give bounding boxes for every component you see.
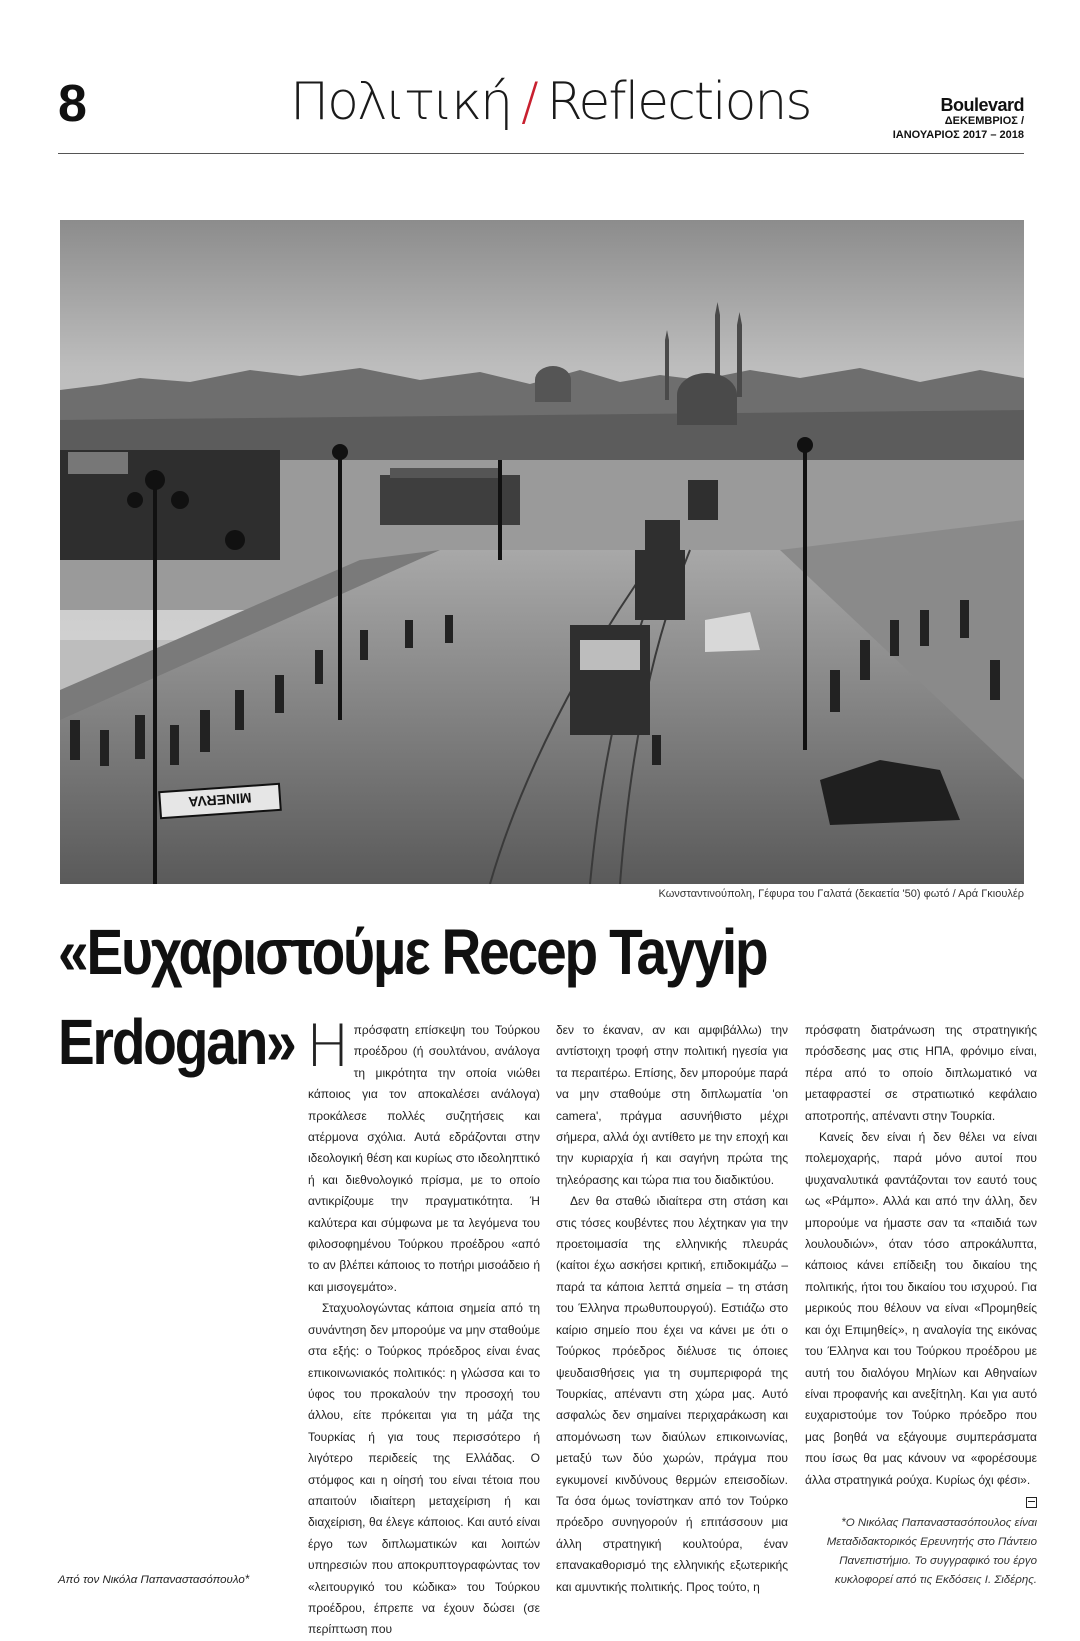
column-1-paragraph-2: Σταχυολογώντας κάποια σημεία από τη συνάντηση δεν μπορούμε να μην σταθούμε στα εξής: ο Τούρκος πρόεδρος είναι ένας επικοινωνιακός πολιτικός: η γλώσσα και το ύφος του προκαλούν την προσοχή του άλλου, είτε πρόκειται για τη μάζα της Τουρκίας ή για τους περισσότερο ή λιγότερο περιδεείς της Ελλάδας. Ο στόμφος και η οίησή του είναι τέτοια που απαιτούν ιδιαίτερη μεταχείριση ή και διαχείριση, θα έλεγε κάποιος. Και αυτό είναι έργο των διπλωματικών και λοιπών υπηρεσιών που αποκρυπτογραφώντας τον «λειτουργικό του κώδικα» του Τούρκου προέδρου, έπρεπε να έχουν δώσει (σε περίπτωση που	[308, 1301, 540, 1637]
photo-sign-text: MINERVA	[187, 789, 253, 811]
photo-mosque-left	[535, 366, 571, 402]
headline-line1: «Ευχαριστούμε Recep Tayyip	[58, 916, 767, 988]
byline: Από τον Νικόλα Παπαναστασόπουλο*	[58, 1574, 250, 1586]
section-title-english: Reflections	[546, 72, 811, 132]
column-2-paragraph-2: Δεν θα σταθώ ιδιαίτερα στη στάση και στις τόσες κουβέντες που λέχτηκαν για την προετοιμασία της ελληνικής πλευράς (καίτοι έχω ασκήσει κριτική, επιδοκιμάζω –παρά τα κάποια λεπτά σημεία – τη στάση του Έλληνα πρωθυπουργού). Εστιάζω στο καίριο σημείο που έχει να κάνει με ότι ο Τούρκος πρόεδρος διέλυσε τις όποιες ψευδαισθήσεις για τη συμπεριφορά της Τουρκίας, απέναντι στη χώρα μας. Αυτό ασφαλώς δεν σημαίνει περιχαράκωση και απομόνωση των διαύλων επικοινωνίας, μεταξύ των δύο χωρών, πράγμα που εγκυμονεί κινδύνους θερμών επεισοδίων. Τα όσα όμως τονίστηκαν από τον Τούρκο πρόεδρο συνηγορούν ή επιτάσσουν μια άλλη στρατηγική κουλτούρα, έναν επανακαθορισμό της ελληνικής εξωτερικής και αμυντικής πολιτικής. Προς τούτο, η	[556, 1194, 788, 1594]
column-3-paragraph-1: πρόσφατη διατράνωση της στρατηγικής πρόσδεσης μας στις ΗΠΑ, φρόνιμο είναι, πέρα από το οποίο διπλωματικό να μεταφραστεί σε στρατιωτικό κεφάλαιο αποτροπής, απέναντι στην Τουρκία.	[805, 1023, 1037, 1123]
column-2-paragraph-1: δεν το έκαναν, αν και αμφιβάλλω) την αντίστοιχη τροφή στην πολιτική ηγεσία για τα περαιτέρω. Επίσης, δεν μπορούμε παρά να μην σταθούμε στη διπλωματία 'on camera', πράγμα ασυνήθιστο μέχρι σήμερα, αλλά όχι αντίθετο με την εποχή και την κυριαρχία ή και σαγήνη πρώτα της τηλεόρασης και τώρα πια του διαδικτύου.	[556, 1023, 788, 1187]
article-column-1	[306, 1012, 540, 1641]
masthead-date-line2: ΙΑΝΟΥΑΡΙΟΣ 2017 – 2018	[892, 129, 1024, 141]
masthead-brand: Boulevard	[940, 95, 1024, 115]
page-number: 8	[58, 75, 86, 133]
section-title-greek: Πολιτική	[290, 72, 512, 132]
author-note: *Ο Νικόλας Παπαναστασόπουλος είναι Μεταδιδακτορικός Ερευνητής στο Πάντειο Πανεπιστήμιο. Το συγγραφικό του έργο κυκλοφορεί από τις Εκδόσεις Ι. Σιδέρης.	[826, 1517, 1037, 1586]
article-photo	[60, 220, 1024, 884]
masthead	[893, 96, 1024, 142]
photo-pier-sign	[68, 452, 128, 474]
article-column-3	[805, 1020, 1037, 1508]
column-1-paragraph-1	[306, 1012, 540, 1298]
column-1-paragraph-1-text: πρόσφατη επίσκεψη του Τούρκου προέδρου (ή σουλτάνου, ανάλογα τη μικρότητα την οποία νιώθει κάποιος για τον αποκαλέσει ανάλογα) προκάλεσε πολλές συζητήσεις και ατέρμονα σχόλια. Αυτά εδράζονται στην ιδεολογική θέση και κυρίως στο ιδεοληπτικό ή και διεθνολογικό πρίσμα, με το οποίο αντικρίζουμε την πραγματικότητα. Ή καλύτερα και σύμφωνα με τα λεγόμενα του φιλοσοφημένου Τούρκου προέδρου «από το αν βλέπει κάποιος το ποτήρι μισοάδειο ή και μισογεμάτο».	[308, 1023, 540, 1294]
masthead-date-line1: ΔΕΚΕΜΒΡΙΟΣ /	[944, 115, 1024, 127]
headline-line2: Erdogan»	[58, 1006, 295, 1078]
column-3-paragraph-2	[805, 1127, 1037, 1491]
photo-caption: Κωνσταντινούπολη, Γέφυρα του Γαλατά (δεκαετία '50) φωτό / Αρά Γκιουλέρ	[658, 888, 1024, 900]
article-column-2	[556, 1020, 788, 1598]
header-rule	[58, 153, 1024, 154]
end-of-article-icon	[1026, 1497, 1037, 1508]
column-3-paragraph-2-text: Κανείς δεν είναι ή δεν θέλει να είναι πολεμοχαρής, παρά μόνο αυτοί που ψυχαναλυτικά φαντάζονται τον εαυτό τους ως «Ράμπο». Αλλά και από την άλλη, δεν μπορούμε να ήμαστε σαν τα «παιδιά των λουλουδιών», όταν τόσο απροκάλυπτα, κάποιος κάνει επίδειξη του δικαίου της πολιτικής, ήτοι του δικαίου του ισχυρού. Για μερικούς που θέλουν να είναι «Προμηθείς και όχι Επιμηθείς», η αναλογία της εικόνας του Έλληνα και του Τούρκου προέδρου με αυτή του διαλόγου Μηλίων και Αθηναίων είναι προφανής και ανεξίτηλη. Και για αυτό ευχαριστούμε τον Τούρκο πρόεδρο που μας βοηθά να εξάγουμε συμπεράσματα που ίσως θα μας κάνουν να «φορέσουμε άλλα στρατηγικά ρούχα. Κυρίως όχι φέσι».	[805, 1130, 1037, 1487]
photo-ferry-deck	[390, 468, 500, 478]
section-separator: /	[521, 72, 537, 132]
section-title	[290, 72, 811, 132]
dropcap: Η	[306, 1012, 350, 1080]
